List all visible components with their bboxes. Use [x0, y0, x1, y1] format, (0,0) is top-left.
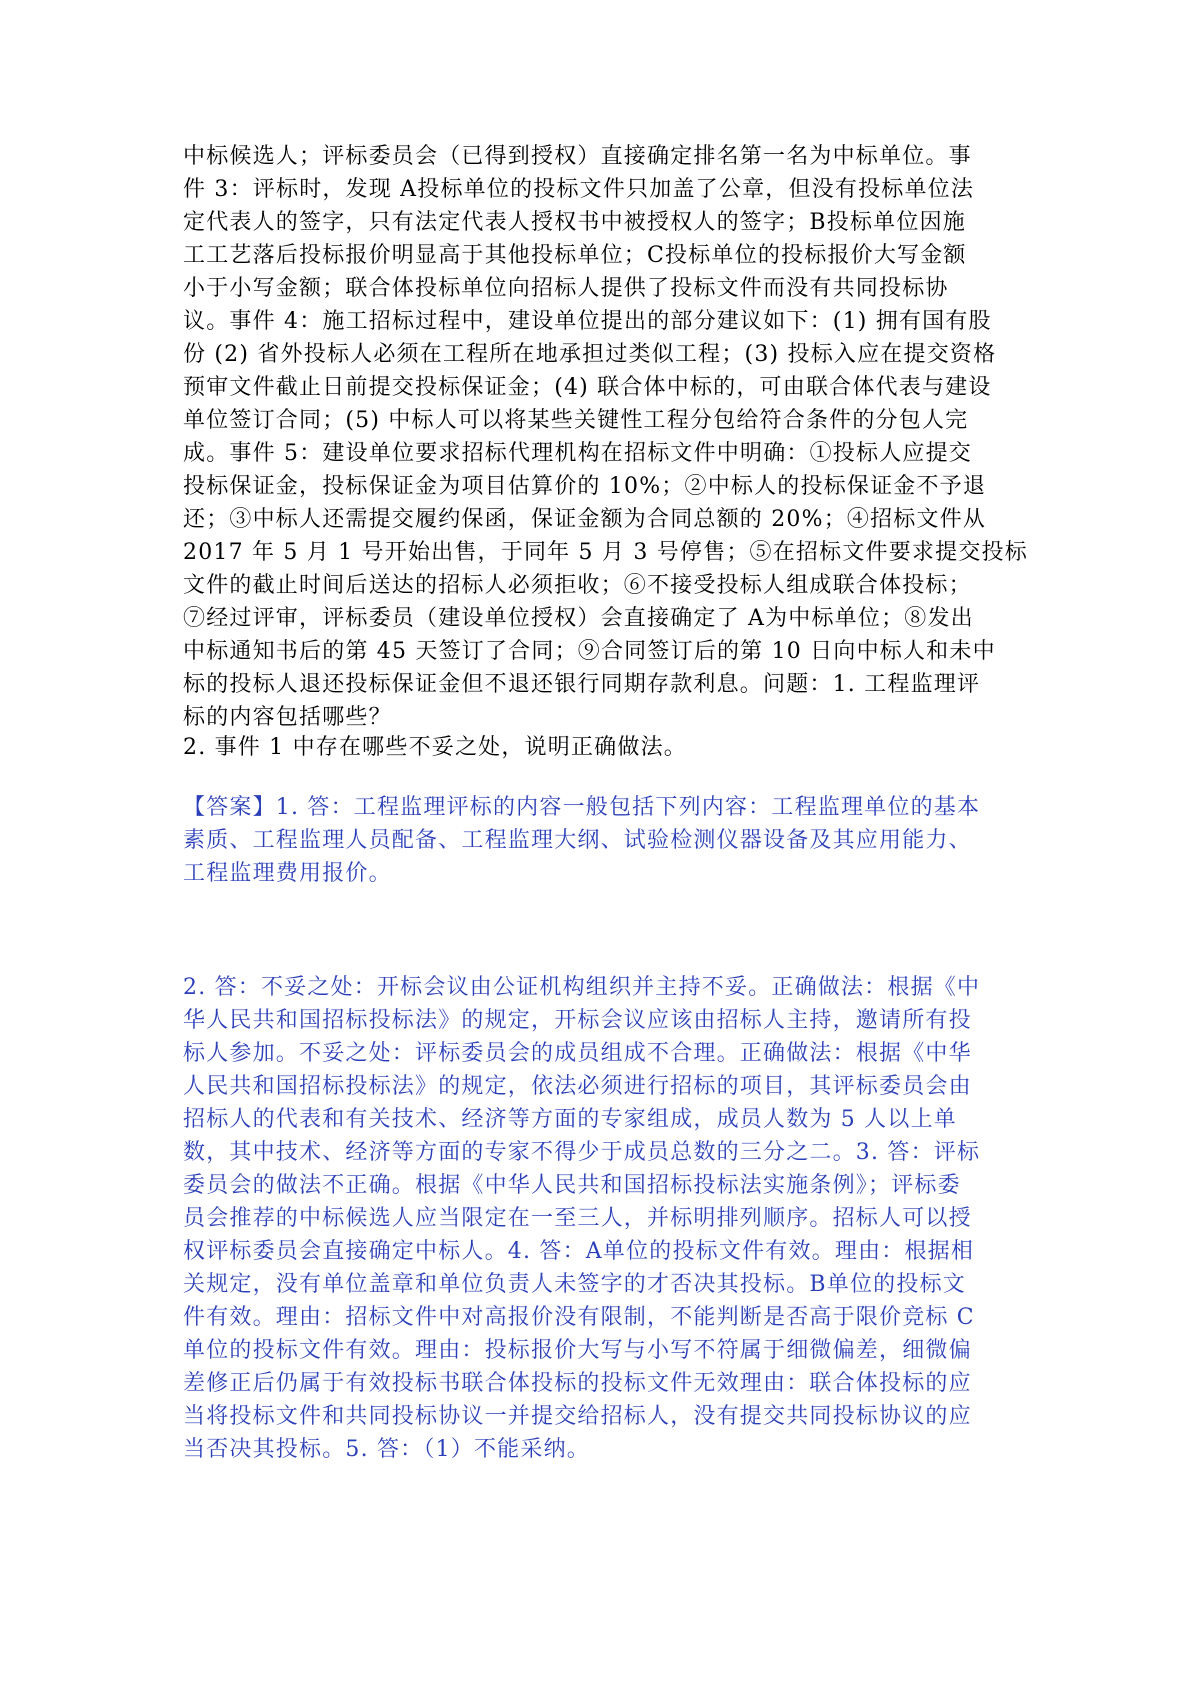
question-line: 小于小写金额；联合体投标单位向招标人提供了投标文件而没有共同投标协 [183, 276, 949, 301]
answer-line: 招标人的代表和有关技术、经济等方面的专家组成，成员人数为 5 人以上单 [183, 1107, 957, 1132]
answer-line: 标人参加。不妥之处：评标委员会的成员组成不合理。正确做法：根据《中华 [183, 1041, 972, 1066]
answer-part-1 [183, 791, 1013, 890]
question-line: 标的投标人退还投标保证金但不退还银行同期存款利息。问题：1. 工程监理评 [183, 672, 981, 697]
question-2 [183, 731, 1013, 764]
answer-line: 人民共和国招标投标法》的规定，依法必须进行招标的项目，其评标委员会由 [183, 1074, 972, 1099]
answer-line: 当将投标文件和共同投标协议一并提交给招标人，没有提交共同投标协议的应 [183, 1404, 972, 1429]
answer-line: 员会推荐的中标候选人应当限定在一至三人，并标明排列顺序。招标人可以授 [183, 1206, 972, 1231]
answer-line: 工程监理费用报价。 [183, 861, 392, 886]
question-line: ⑦经过评审，评标委员（建设单位授权）会直接确定了 A为中标单位；⑧发出 [183, 606, 974, 631]
question-2-text: 2. 事件 1 中存在哪些不妥之处，说明正确做法。 [183, 735, 687, 760]
answer-line: 数，其中技术、经济等方面的专家不得少于成员总数的三分之二。3. 答：评标 [183, 1140, 981, 1165]
question-line: 定代表人的签字，只有法定代表人授权书中被授权人的签字；B投标单位因施 [183, 210, 966, 235]
question-line: 文件的截止时间后送达的招标人必须拒收；⑥不接受投标人组成联合体投标； [183, 573, 972, 598]
question-line: 投标保证金，投标保证金为项目估算价的 10%；②中标人的投标保证金不予退 [183, 474, 987, 499]
answer-line: 单位的投标文件有效。理由：投标报价大写与小写不符属于细微偏差，细微偏 [183, 1338, 972, 1363]
answer-line: 件有效。理由：招标文件中对高报价没有限制，不能判断是否高于限价竞标 C [183, 1305, 975, 1330]
question-line: 标的内容包括哪些？ [183, 705, 392, 730]
answer-line: 委员会的做法不正确。根据《中华人民共和国招标投标法实施条例》；评标委 [183, 1173, 961, 1198]
answer-line: 权评标委员会直接确定中标人。4. 答：A单位的投标文件有效。理由：根据相 [183, 1239, 975, 1264]
question-line: 中标候选人；评标委员会（已得到授权）直接确定排名第一名为中标单位。事 [183, 144, 972, 169]
question-line: 预审文件截止日前提交投标保证金；(4) 联合体中标的，可由联合体代表与建设 [183, 375, 992, 400]
question-line: 件 3：评标时，发现 A投标单位的投标文件只加盖了公章，但没有投标单位法 [183, 177, 975, 202]
question-line: 成。事件 5：建设单位要求招标代理机构在招标文件中明确：①投标人应提交 [183, 441, 972, 466]
answer-part-2 [183, 971, 1013, 1466]
answer-line: 2. 答：不妥之处：开标会议由公证机构组织并主持不妥。正确做法：根据《中 [183, 975, 981, 1000]
answer-line: 差修正后仍属于有效投标书联合体投标的投标文件无效理由：联合体投标的应 [183, 1371, 972, 1396]
answer-line: 当否决其投标。5. 答：（1）不能采纳。 [183, 1437, 590, 1462]
answer-line: 【答案】1. 答：工程监理评标的内容一般包括下列内容：工程监理单位的基本 [183, 795, 981, 820]
answer-line: 关规定，没有单位盖章和单位负责人未签字的才否决其投标。B单位的投标文 [183, 1272, 966, 1297]
question-line: 中标通知书后的第 45 天签订了合同；⑨合同签订后的第 10 日向中标人和未中 [183, 639, 996, 664]
question-line: 份 (2) 省外投标人必须在工程所在地承担过类似工程；(3) 投标入应在提交资格 [183, 342, 997, 367]
question-line: 2017 年 5 月 1 号开始出售，于同年 5 月 3 号停售；⑤在招标文件要求提交投标 [183, 540, 1028, 565]
question-line: 还；③中标人还需提交履约保函，保证金额为合同总额的 20%；④招标文件从 [183, 507, 987, 532]
question-text [183, 140, 1028, 734]
question-line: 单位签订合同；(5) 中标人可以将某些关键性工程分包给符合条件的分包人完 [183, 408, 969, 433]
question-line: 工工艺落后投标报价明显高于其他投标单位；C投标单位的投标报价大写金额 [183, 243, 967, 268]
answer-line: 素质、工程监理人员配备、工程监理大纲、试验检测仪器设备及其应用能力、 [183, 828, 972, 853]
question-line: 议。事件 4：施工招标过程中，建设单位提出的部分建议如下：(1) 拥有国有股 [183, 309, 992, 334]
answer-line: 华人民共和国招标投标法》的规定，开标会议应该由招标人主持，邀请所有投 [183, 1008, 972, 1033]
